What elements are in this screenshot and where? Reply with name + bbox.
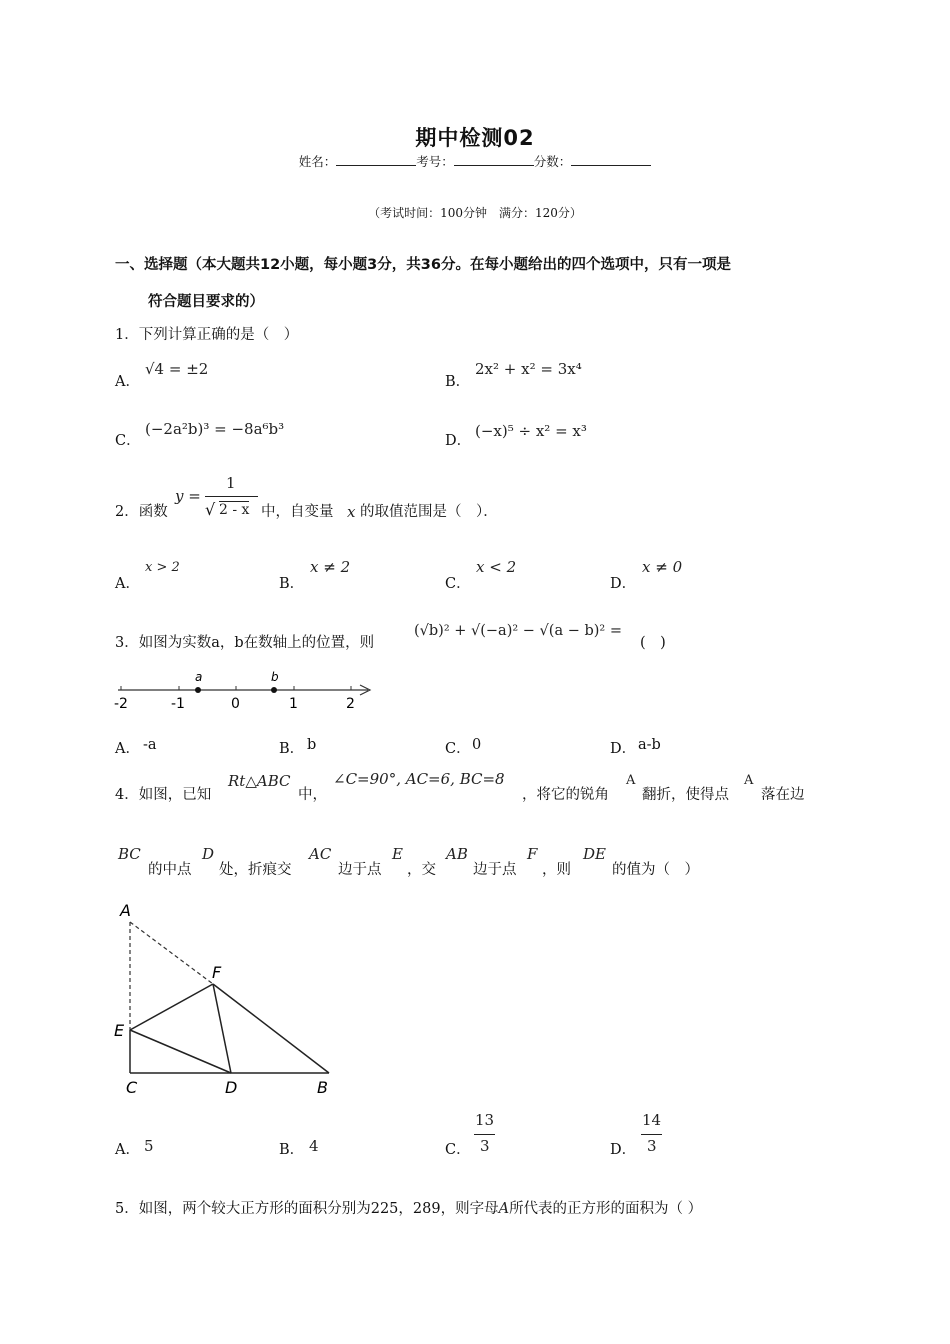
segment-ef <box>130 984 213 1030</box>
point-b-label: b <box>271 670 279 684</box>
q4-side-bc: BC <box>118 845 141 863</box>
exam-info: （考试时间：100分钟 满分：120分） <box>368 206 582 220</box>
name-blank[interactable] <box>336 154 416 166</box>
q4-stem-part2: 中， <box>298 787 327 803</box>
segment-fb <box>213 984 329 1073</box>
q1-option-b-label: B． <box>445 374 471 390</box>
vertex-a-label: A <box>120 901 131 920</box>
q2-func-y: y = <box>175 487 201 505</box>
q1-option-d-label: D． <box>445 433 472 449</box>
q4-option-b-value: 4 <box>309 1137 319 1155</box>
q4-point-f: F <box>527 845 538 863</box>
vertex-c-label: C <box>126 1078 138 1097</box>
q3-number-line <box>110 668 380 714</box>
segment-ed <box>130 1030 231 1073</box>
q3-option-c-text: 0 <box>472 737 482 753</box>
q1-option-a-expr: √4 = ±2 <box>145 360 209 378</box>
tick-label: 2 <box>346 696 355 712</box>
q2-prefix: 2．函数 <box>115 504 168 520</box>
q4-line2-part3: 边于点 <box>338 862 382 878</box>
student-info-line <box>0 152 950 170</box>
q5-stem <box>115 1197 702 1218</box>
q2-func-numerator: 1 <box>226 474 236 492</box>
q2-variable: x <box>347 503 356 521</box>
q4-segment-de: DE <box>583 845 606 863</box>
q4-option-c-fraction-bar <box>474 1134 495 1135</box>
q1-option-c-expr: (−2a²b)³ = −8a⁶b³ <box>145 420 285 438</box>
q2-option-b-expr: x ≠ 2 <box>310 558 351 576</box>
q4-option-c-label: C． <box>445 1142 471 1158</box>
section-heading-cont: 符合题目要求的） <box>148 294 264 310</box>
tick-label: -2 <box>114 696 128 712</box>
score-label: 分数： <box>533 154 572 169</box>
q3-expression: (√b)² + √(−a)² − √(a − b)² = <box>414 623 622 639</box>
q3-stem: 3．如图为实数a，b在数轴上的位置，则 <box>115 635 375 651</box>
q2-func-denominator: 2 - x <box>219 502 250 518</box>
q4-side-ab: AB <box>446 845 468 863</box>
q4-option-d-fraction-bar <box>641 1134 662 1135</box>
q4-line2-part4: ，交 <box>407 862 436 878</box>
q4-stem-part3: ，将它的锐角 <box>522 787 609 803</box>
q2-option-a-label: A． <box>115 576 140 592</box>
q2-option-a-expr: x > 2 <box>145 560 180 575</box>
page-title: 期中检测02 <box>415 126 535 150</box>
name-label: 姓名： <box>298 154 337 169</box>
q4-option-c-denominator: 3 <box>480 1137 490 1155</box>
q3-option-c-label: C． <box>445 741 471 757</box>
tick-label: 1 <box>289 696 298 712</box>
segment-fd <box>213 984 231 1073</box>
q2-option-d-expr: x ≠ 0 <box>642 558 683 576</box>
exam-no-label: 考号： <box>416 154 454 169</box>
q2-suffix: 中，自变量 <box>261 504 334 520</box>
tick-label: 0 <box>231 696 240 712</box>
q4-option-a-value: 5 <box>144 1137 154 1155</box>
section-heading: 一、选择题（本大题共12小题，每小题3分，共36分。在每小题给出的四个选项中，只有一项是 <box>115 257 731 273</box>
tick-label: -1 <box>171 696 185 712</box>
q4-option-c-numerator: 13 <box>475 1111 495 1129</box>
q4-stem-part4: 翻折，使得点 <box>642 787 729 803</box>
q1-stem: 1．下列计算正确的是（ ） <box>115 327 299 343</box>
q2-option-d-label: D． <box>610 576 637 592</box>
q4-option-d-label: D． <box>610 1142 637 1158</box>
vertex-d-label: D <box>225 1078 238 1097</box>
exam-no-blank[interactable] <box>454 154 534 166</box>
q4-line2-part7: 的值为（ ） <box>612 862 699 878</box>
q1-option-a-label: A． <box>115 374 140 390</box>
q4-triangle-figure <box>110 898 340 1100</box>
q4-line2-part5: 边于点 <box>473 862 517 878</box>
q5-letter-a: A <box>498 1201 510 1217</box>
vertex-b-label: B <box>317 1078 328 1097</box>
q4-rt-triangle: Rt△ABC <box>228 772 291 790</box>
q4-option-b-label: B． <box>279 1142 305 1158</box>
q4-stem-part5: 落在边 <box>761 787 805 803</box>
q4-option-d-numerator: 14 <box>642 1111 662 1129</box>
q3-option-a-text: -a <box>143 737 157 753</box>
q3-option-b-label: B． <box>279 741 305 757</box>
q5-stem-part1: 5．如图，两个较大正方形的面积分别为225，289，则字母 <box>115 1201 499 1217</box>
q4-line2-part6: ，则 <box>542 862 571 878</box>
q4-option-a-label: A． <box>115 1142 140 1158</box>
q2-option-c-expr: x < 2 <box>476 558 517 576</box>
q4-point-d: D <box>202 845 215 863</box>
q3-option-a-label: A． <box>115 741 140 757</box>
q1-option-d-expr: (−x)⁵ ÷ x² = x³ <box>475 422 587 440</box>
q4-line2-part1: 的中点 <box>148 862 192 878</box>
q4-point-e: E <box>392 845 403 863</box>
q4-option-d-denominator: 3 <box>647 1137 657 1155</box>
q2-suffix2: 的取值范围是（ ）． <box>360 504 498 520</box>
q2-fraction-bar <box>205 496 258 497</box>
q4-angle-a: A <box>626 773 636 788</box>
vertex-e-label: E <box>114 1021 125 1040</box>
q1-option-c-label: C． <box>115 433 141 449</box>
point-a <box>195 687 201 693</box>
q4-stem-part1: 4．如图，已知 <box>115 787 212 803</box>
q2-option-b-label: B． <box>279 576 305 592</box>
q3-paren: ( ) <box>640 635 666 651</box>
q1-option-b-expr: 2x² + x² = 3x⁴ <box>475 360 582 378</box>
point-a-label: a <box>195 670 203 684</box>
q4-point-a: A <box>744 773 754 788</box>
q4-line2-part2: 处，折痕交 <box>219 862 292 878</box>
q5-stem-part2: 所代表的正方形的面积为（ ） <box>509 1201 703 1217</box>
point-b <box>271 687 277 693</box>
q2-option-c-label: C． <box>445 576 471 592</box>
q4-side-ac: AC <box>309 845 332 863</box>
q2-sqrt-sign: √ <box>205 500 216 519</box>
q4-condition: ∠C=90°, AC=6, BC=8 <box>333 770 505 788</box>
q3-option-d-label: D． <box>610 741 637 757</box>
q3-option-b-text: b <box>307 737 317 753</box>
vertex-f-label: F <box>212 963 222 982</box>
score-blank[interactable] <box>571 154 651 166</box>
segment-af-dashed <box>130 922 213 984</box>
q3-option-d-text: a-b <box>638 737 661 753</box>
